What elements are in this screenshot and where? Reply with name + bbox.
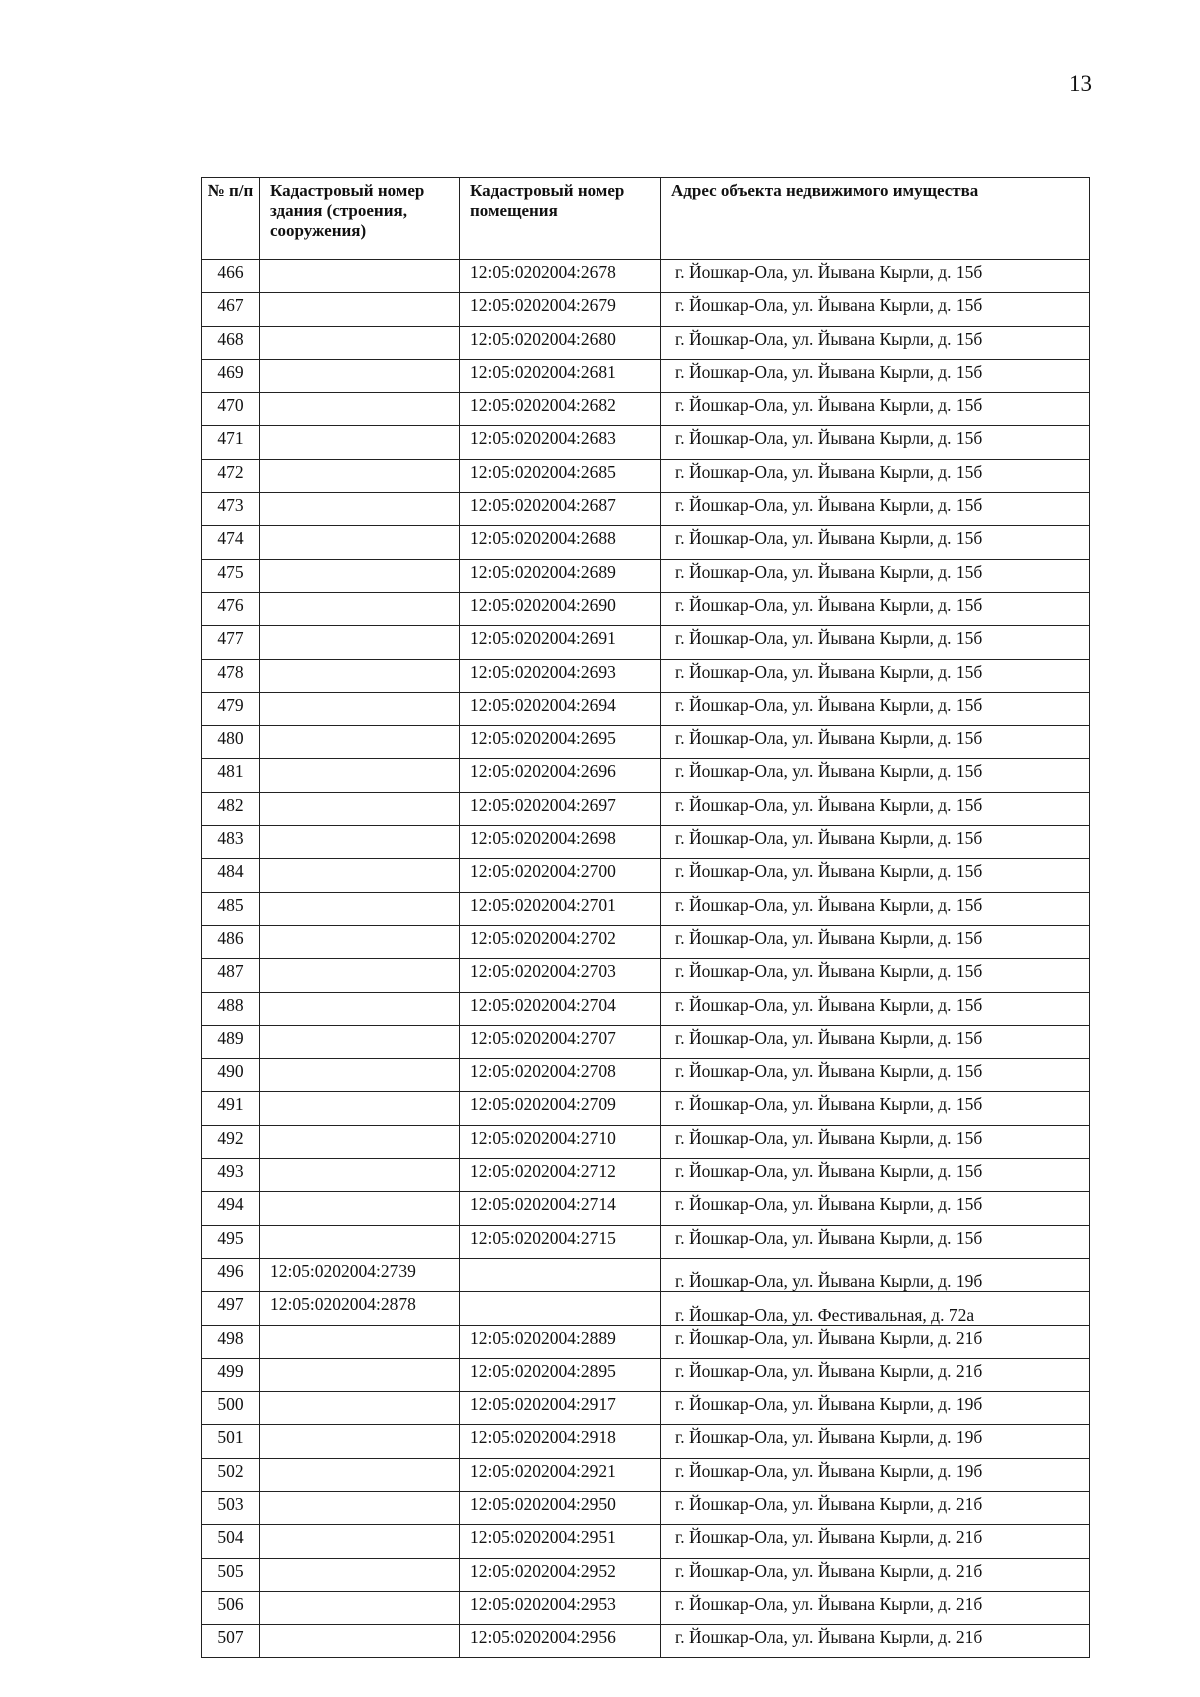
table-row [202, 1292, 1090, 1325]
property-registry-table [201, 177, 1090, 1658]
cell-building-cadastral [260, 726, 460, 759]
cell-building-cadastral [260, 925, 460, 958]
cell-building-cadastral [260, 859, 460, 892]
cell-address: г. Йошкар-Ола, ул. Йывана Кырли, д. 15б [661, 925, 1090, 958]
cell-premises-cadastral: 12:05:0202004:2952 [460, 1558, 661, 1591]
cell-row-number: 480 [202, 726, 260, 759]
cell-address: г. Йошкар-Ола, ул. Йывана Кырли, д. 21б [661, 1525, 1090, 1558]
cell-premises-cadastral: 12:05:0202004:2704 [460, 992, 661, 1025]
cell-building-cadastral [260, 1558, 460, 1591]
table-row [202, 692, 1090, 725]
cell-premises-cadastral: 12:05:0202004:2921 [460, 1458, 661, 1491]
cell-address: г. Йошкар-Ола, ул. Йывана Кырли, д. 15б [661, 859, 1090, 892]
table-row [202, 260, 1090, 293]
cell-row-number: 476 [202, 592, 260, 625]
cell-building-cadastral [260, 1059, 460, 1092]
cell-row-number: 471 [202, 426, 260, 459]
cell-premises-cadastral: 12:05:0202004:2698 [460, 826, 661, 859]
cell-building-cadastral [260, 659, 460, 692]
cell-row-number: 487 [202, 959, 260, 992]
cell-address: г. Йошкар-Ола, ул. Йывана Кырли, д. 15б [661, 260, 1090, 293]
cell-premises-cadastral: 12:05:0202004:2697 [460, 792, 661, 825]
cell-address: г. Йошкар-Ола, ул. Йывана Кырли, д. 21б [661, 1491, 1090, 1524]
cell-row-number: 486 [202, 925, 260, 958]
cell-premises-cadastral: 12:05:0202004:2702 [460, 925, 661, 958]
table-row [202, 892, 1090, 925]
cell-row-number: 488 [202, 992, 260, 1025]
table-row [202, 1491, 1090, 1524]
cell-premises-cadastral: 12:05:0202004:2707 [460, 1025, 661, 1058]
cell-building-cadastral [260, 1358, 460, 1391]
cell-building-cadastral [260, 892, 460, 925]
cell-row-number: 506 [202, 1591, 260, 1624]
cell-address: г. Йошкар-Ола, ул. Йывана Кырли, д. 21б [661, 1325, 1090, 1358]
table-row [202, 1392, 1090, 1425]
cell-address: г. Йошкар-Ола, ул. Йывана Кырли, д. 15б [661, 459, 1090, 492]
cell-premises-cadastral: 12:05:0202004:2918 [460, 1425, 661, 1458]
cell-premises-cadastral: 12:05:0202004:2917 [460, 1392, 661, 1425]
table-row [202, 1192, 1090, 1225]
cell-premises-cadastral: 12:05:0202004:2695 [460, 726, 661, 759]
cell-building-cadastral [260, 293, 460, 326]
table-row [202, 1525, 1090, 1558]
cell-row-number: 474 [202, 526, 260, 559]
cell-address: г. Йошкар-Ола, ул. Йывана Кырли, д. 19б [661, 1425, 1090, 1458]
table-row [202, 1225, 1090, 1258]
cell-row-number: 475 [202, 559, 260, 592]
table-row [202, 393, 1090, 426]
table-row [202, 726, 1090, 759]
table-row [202, 1258, 1090, 1291]
cell-premises-cadastral: 12:05:0202004:2715 [460, 1225, 661, 1258]
table-row [202, 925, 1090, 958]
cell-row-number: 503 [202, 1491, 260, 1524]
cell-address: г. Йошкар-Ола, ул. Йывана Кырли, д. 15б [661, 826, 1090, 859]
cell-building-cadastral [260, 1192, 460, 1225]
cell-row-number: 499 [202, 1358, 260, 1391]
table-row [202, 1558, 1090, 1591]
table-row [202, 659, 1090, 692]
cell-address: г. Йошкар-Ола, ул. Йывана Кырли, д. 15б [661, 959, 1090, 992]
cell-address: г. Йошкар-Ола, ул. Йывана Кырли, д. 15б [661, 792, 1090, 825]
cell-premises-cadastral: 12:05:0202004:2950 [460, 1491, 661, 1524]
cell-row-number: 466 [202, 260, 260, 293]
cell-row-number: 501 [202, 1425, 260, 1458]
cell-address: г. Йошкар-Ола, ул. Йывана Кырли, д. 21б [661, 1358, 1090, 1391]
cell-row-number: 468 [202, 326, 260, 359]
header-premises-cadastral: Кадастровый номер помещения [460, 178, 661, 260]
cell-premises-cadastral: 12:05:0202004:2956 [460, 1625, 661, 1658]
cell-building-cadastral [260, 592, 460, 625]
cell-building-cadastral [260, 1159, 460, 1192]
cell-row-number: 498 [202, 1325, 260, 1358]
cell-premises-cadastral: 12:05:0202004:2712 [460, 1159, 661, 1192]
cell-building-cadastral [260, 1525, 460, 1558]
cell-address: г. Йошкар-Ола, ул. Йывана Кырли, д. 21б [661, 1591, 1090, 1624]
cell-address: г. Йошкар-Ола, ул. Йывана Кырли, д. 15б [661, 1092, 1090, 1125]
cell-address: г. Йошкар-Ола, ул. Йывана Кырли, д. 15б [661, 1225, 1090, 1258]
cell-address: г. Йошкар-Ола, ул. Йывана Кырли, д. 15б [661, 493, 1090, 526]
table-row [202, 1325, 1090, 1358]
cell-address: г. Йошкар-Ола, ул. Йывана Кырли, д. 15б [661, 759, 1090, 792]
cell-premises-cadastral: 12:05:0202004:2709 [460, 1092, 661, 1125]
table-row [202, 526, 1090, 559]
cell-address: г. Йошкар-Ола, ул. Йывана Кырли, д. 15б [661, 1059, 1090, 1092]
cell-row-number: 507 [202, 1625, 260, 1658]
cell-row-number: 493 [202, 1159, 260, 1192]
cell-row-number: 492 [202, 1125, 260, 1158]
cell-address: г. Йошкар-Ола, ул. Йывана Кырли, д. 15б [661, 992, 1090, 1025]
table-row [202, 792, 1090, 825]
table-row [202, 1059, 1090, 1092]
table-row [202, 326, 1090, 359]
cell-address: г. Йошкар-Ола, ул. Йывана Кырли, д. 15б [661, 559, 1090, 592]
table-row [202, 992, 1090, 1025]
cell-building-cadastral [260, 1092, 460, 1125]
cell-building-cadastral [260, 1025, 460, 1058]
cell-row-number: 502 [202, 1458, 260, 1491]
cell-building-cadastral [260, 1125, 460, 1158]
cell-building-cadastral [260, 459, 460, 492]
cell-row-number: 478 [202, 659, 260, 692]
cell-premises-cadastral: 12:05:0202004:2690 [460, 592, 661, 625]
cell-row-number: 482 [202, 792, 260, 825]
cell-building-cadastral [260, 1625, 460, 1658]
cell-building-cadastral [260, 1392, 460, 1425]
cell-address: г. Йошкар-Ола, ул. Йывана Кырли, д. 15б [661, 1125, 1090, 1158]
table-row [202, 1625, 1090, 1658]
header-row [202, 178, 1090, 260]
table-row [202, 959, 1090, 992]
table-row [202, 826, 1090, 859]
cell-row-number: 504 [202, 1525, 260, 1558]
cell-row-number: 494 [202, 1192, 260, 1225]
cell-building-cadastral [260, 1458, 460, 1491]
cell-address: г. Йошкар-Ола, ул. Йывана Кырли, д. 21б [661, 1625, 1090, 1658]
cell-building-cadastral [260, 426, 460, 459]
cell-row-number: 467 [202, 293, 260, 326]
cell-premises-cadastral: 12:05:0202004:2693 [460, 659, 661, 692]
cell-premises-cadastral: 12:05:0202004:2714 [460, 1192, 661, 1225]
cell-premises-cadastral: 12:05:0202004:2685 [460, 459, 661, 492]
cell-premises-cadastral [460, 1258, 661, 1291]
cell-premises-cadastral: 12:05:0202004:2689 [460, 559, 661, 592]
cell-premises-cadastral [460, 1292, 661, 1325]
cell-premises-cadastral: 12:05:0202004:2953 [460, 1591, 661, 1624]
cell-row-number: 490 [202, 1059, 260, 1092]
cell-building-cadastral [260, 959, 460, 992]
cell-address: г. Йошкар-Ола, ул. Йывана Кырли, д. 15б [661, 426, 1090, 459]
header-address: Адрес объекта недвижимого имущества [661, 178, 1090, 260]
cell-premises-cadastral: 12:05:0202004:2688 [460, 526, 661, 559]
cell-building-cadastral [260, 393, 460, 426]
table-row [202, 426, 1090, 459]
table-row [202, 1025, 1090, 1058]
cell-premises-cadastral: 12:05:0202004:2680 [460, 326, 661, 359]
cell-premises-cadastral: 12:05:0202004:2708 [460, 1059, 661, 1092]
cell-premises-cadastral: 12:05:0202004:2679 [460, 293, 661, 326]
cell-address: г. Йошкар-Ола, ул. Йывана Кырли, д. 15б [661, 659, 1090, 692]
cell-premises-cadastral: 12:05:0202004:2895 [460, 1358, 661, 1391]
cell-premises-cadastral: 12:05:0202004:2710 [460, 1125, 661, 1158]
cell-building-cadastral [260, 493, 460, 526]
cell-building-cadastral [260, 1591, 460, 1624]
header-building-cadastral: Кадастровый номер здания (строения, сооружения) [260, 178, 460, 260]
cell-address: г. Йошкар-Ола, ул. Йывана Кырли, д. 21б [661, 1558, 1090, 1591]
cell-premises-cadastral: 12:05:0202004:2678 [460, 260, 661, 293]
cell-row-number: 500 [202, 1392, 260, 1425]
cell-building-cadastral [260, 326, 460, 359]
cell-building-cadastral [260, 1425, 460, 1458]
cell-premises-cadastral: 12:05:0202004:2951 [460, 1525, 661, 1558]
table-row [202, 626, 1090, 659]
cell-building-cadastral [260, 1491, 460, 1524]
cell-row-number: 473 [202, 493, 260, 526]
cell-building-cadastral [260, 526, 460, 559]
cell-building-cadastral: 12:05:0202004:2878 [260, 1292, 460, 1325]
cell-building-cadastral [260, 260, 460, 293]
cell-building-cadastral [260, 1325, 460, 1358]
table-row [202, 559, 1090, 592]
cell-row-number: 479 [202, 692, 260, 725]
table-row [202, 1358, 1090, 1391]
cell-address: г. Йошкар-Ола, ул. Йывана Кырли, д. 19б [661, 1392, 1090, 1425]
table-row [202, 293, 1090, 326]
cell-premises-cadastral: 12:05:0202004:2687 [460, 493, 661, 526]
cell-row-number: 495 [202, 1225, 260, 1258]
cell-address: г. Йошкар-Ола, ул. Йывана Кырли, д. 15б [661, 293, 1090, 326]
table-row [202, 1591, 1090, 1624]
header-row-number: № п/п [202, 178, 260, 260]
table-header [202, 178, 1090, 260]
cell-row-number: 497 [202, 1292, 260, 1325]
table-row [202, 1092, 1090, 1125]
cell-address: г. Йошкар-Ола, ул. Йывана Кырли, д. 15б [661, 692, 1090, 725]
table-row [202, 493, 1090, 526]
table-row [202, 1458, 1090, 1491]
cell-row-number: 472 [202, 459, 260, 492]
cell-address: г. Йошкар-Ола, ул. Йывана Кырли, д. 15б [661, 626, 1090, 659]
cell-premises-cadastral: 12:05:0202004:2703 [460, 959, 661, 992]
cell-row-number: 505 [202, 1558, 260, 1591]
cell-address: г. Йошкар-Ола, ул. Йывана Кырли, д. 19б [661, 1258, 1090, 1291]
cell-building-cadastral [260, 359, 460, 392]
cell-building-cadastral [260, 992, 460, 1025]
cell-address: г. Йошкар-Ола, ул. Йывана Кырли, д. 15б [661, 526, 1090, 559]
cell-address: г. Йошкар-Ола, ул. Йывана Кырли, д. 15б [661, 326, 1090, 359]
cell-premises-cadastral: 12:05:0202004:2681 [460, 359, 661, 392]
cell-row-number: 496 [202, 1258, 260, 1291]
cell-address: г. Йошкар-Ола, ул. Йывана Кырли, д. 19б [661, 1458, 1090, 1491]
table-row [202, 1125, 1090, 1158]
cell-premises-cadastral: 12:05:0202004:2682 [460, 393, 661, 426]
cell-premises-cadastral: 12:05:0202004:2700 [460, 859, 661, 892]
cell-row-number: 485 [202, 892, 260, 925]
cell-row-number: 481 [202, 759, 260, 792]
table-row [202, 592, 1090, 625]
table-row [202, 759, 1090, 792]
table-row [202, 1425, 1090, 1458]
cell-premises-cadastral: 12:05:0202004:2694 [460, 692, 661, 725]
cell-building-cadastral [260, 759, 460, 792]
table-row [202, 1159, 1090, 1192]
cell-address: г. Йошкар-Ола, ул. Йывана Кырли, д. 15б [661, 726, 1090, 759]
cell-building-cadastral [260, 792, 460, 825]
cell-row-number: 484 [202, 859, 260, 892]
table-body [202, 260, 1090, 1658]
cell-building-cadastral [260, 826, 460, 859]
table-row [202, 459, 1090, 492]
cell-premises-cadastral: 12:05:0202004:2701 [460, 892, 661, 925]
cell-address: г. Йошкар-Ола, ул. Йывана Кырли, д. 15б [661, 359, 1090, 392]
cell-row-number: 491 [202, 1092, 260, 1125]
cell-address: г. Йошкар-Ола, ул. Йывана Кырли, д. 15б [661, 1159, 1090, 1192]
table-row [202, 359, 1090, 392]
cell-building-cadastral [260, 1225, 460, 1258]
cell-premises-cadastral: 12:05:0202004:2696 [460, 759, 661, 792]
cell-row-number: 469 [202, 359, 260, 392]
cell-building-cadastral [260, 559, 460, 592]
cell-address: г. Йошкар-Ола, ул. Йывана Кырли, д. 15б [661, 592, 1090, 625]
cell-row-number: 483 [202, 826, 260, 859]
cell-address: г. Йошкар-Ола, ул. Йывана Кырли, д. 15б [661, 892, 1090, 925]
cell-address: г. Йошкар-Ола, ул. Йывана Кырли, д. 15б [661, 1025, 1090, 1058]
cell-address: г. Йошкар-Ола, ул. Фестивальная, д. 72а [661, 1292, 1090, 1325]
cell-building-cadastral [260, 626, 460, 659]
cell-address: г. Йошкар-Ола, ул. Йывана Кырли, д. 15б [661, 393, 1090, 426]
cell-premises-cadastral: 12:05:0202004:2889 [460, 1325, 661, 1358]
cell-building-cadastral [260, 692, 460, 725]
cell-premises-cadastral: 12:05:0202004:2683 [460, 426, 661, 459]
cell-row-number: 477 [202, 626, 260, 659]
table-row [202, 859, 1090, 892]
cell-row-number: 489 [202, 1025, 260, 1058]
cell-address: г. Йошкар-Ола, ул. Йывана Кырли, д. 15б [661, 1192, 1090, 1225]
cell-building-cadastral: 12:05:0202004:2739 [260, 1258, 460, 1291]
cell-row-number: 470 [202, 393, 260, 426]
page-number: 13 [1069, 71, 1092, 96]
cell-premises-cadastral: 12:05:0202004:2691 [460, 626, 661, 659]
